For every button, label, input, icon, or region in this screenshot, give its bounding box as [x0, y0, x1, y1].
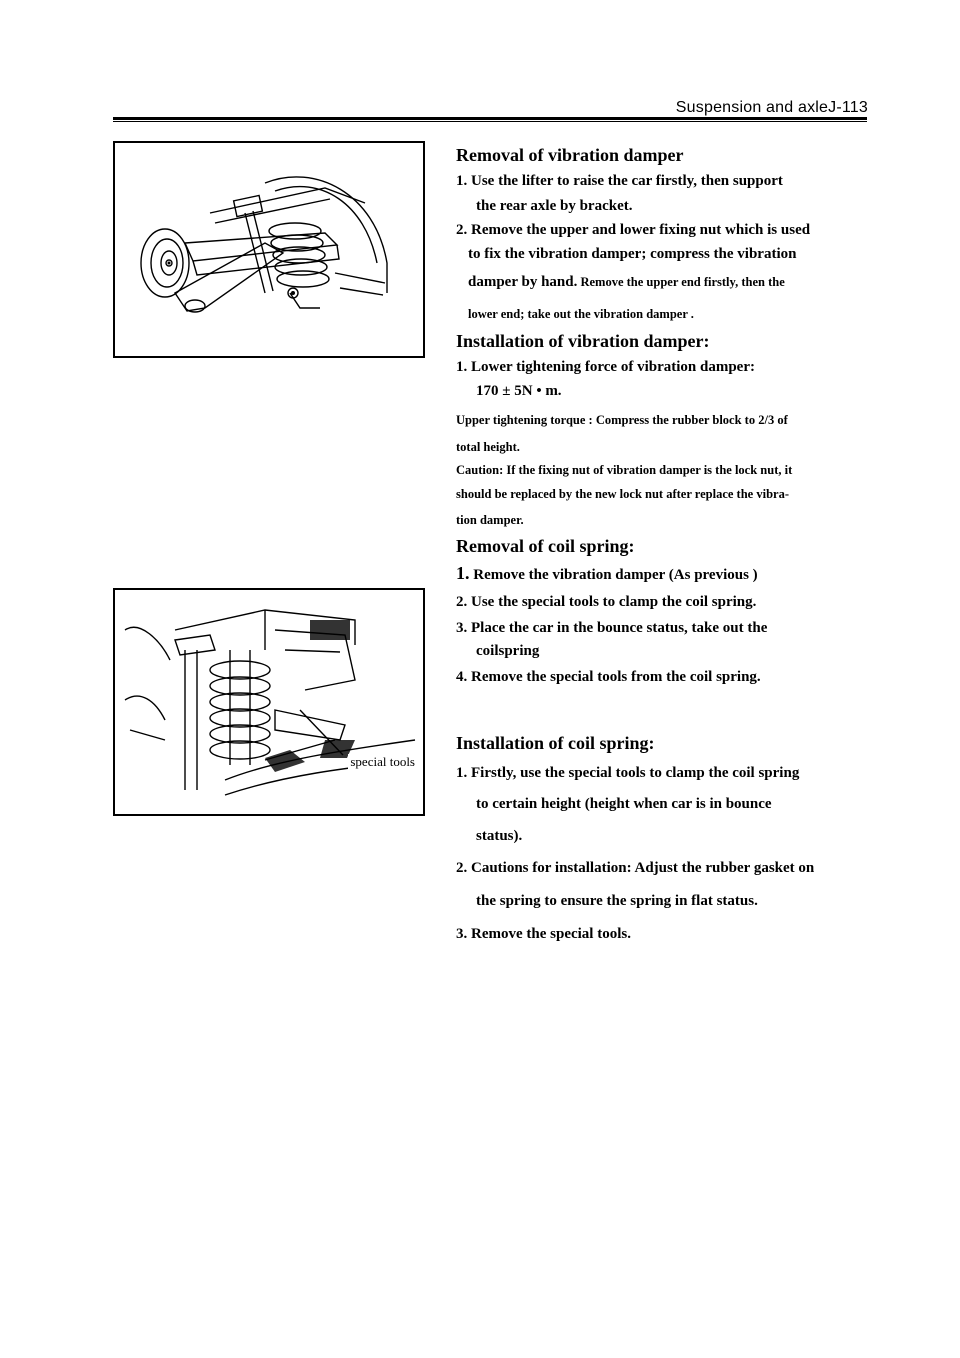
removal-damper-step1b: the rear axle by bracket. — [476, 198, 633, 214]
heading-install-spring: Installation of coil spring: — [456, 733, 655, 753]
install-damper-upper-b: total height. — [456, 440, 520, 454]
removal-damper-step2b: to fix the vibration damper; compress the vibration — [468, 246, 797, 262]
install-spring-step1c: status). — [476, 828, 523, 844]
coil-spring-illustration — [115, 590, 423, 814]
removal-spring-step3b: coilspring — [476, 643, 540, 659]
removal-damper-step1a: 1. Use the lifter to raise the car firstly, then support — [456, 173, 783, 189]
rear-axle-illustration — [115, 143, 423, 356]
removal-damper-step2d: lower end; take out the vibration damper . — [468, 307, 694, 321]
heading-install-damper: Installation of vibration damper: — [456, 331, 710, 351]
removal-spring-step1-num: 1. — [456, 563, 470, 583]
install-damper-step1a: 1. Lower tightening force of vibration damper: — [456, 359, 755, 375]
figure-rear-axle-damper — [113, 141, 425, 358]
install-spring-step3: 3. Remove the special tools. — [456, 926, 631, 942]
install-damper-caution-a: Caution: If the fixing nut of vibration damper is the lock nut, it — [456, 463, 793, 477]
removal-spring-step4: 4. Remove the special tools from the coil spring. — [456, 669, 761, 685]
heading-removal-spring: Removal of coil spring: — [456, 536, 635, 556]
removal-spring-step3a: 3. Place the car in the bounce status, take out the — [456, 620, 768, 636]
removal-damper-step2a: 2. Remove the upper and lower fixing nut which is used — [456, 222, 811, 238]
removal-spring-step2: 2. Use the special tools to clamp the coil spring. — [456, 594, 757, 610]
removal-damper-step2c-main: damper by hand. — [468, 274, 578, 290]
install-spring-step1a: 1. Firstly, use the special tools to clamp the coil spring — [456, 765, 800, 781]
heading-removal-damper: Removal of vibration damper — [456, 145, 684, 165]
figure-callout-special-tools: special tools — [350, 754, 415, 769]
header-rule — [113, 117, 867, 122]
install-damper-caution-c: tion damper. — [456, 513, 524, 527]
removal-spring-step1 — [456, 563, 758, 584]
install-damper-upper-a: Upper tightening torque : Compress the rubber block to 2/3 of — [456, 413, 788, 427]
install-damper-step1b: 170 ± 5N • m. — [476, 383, 562, 399]
removal-damper-step2c-small: Remove the upper end firstly, then the — [577, 275, 785, 289]
install-spring-step1b: to certain height (height when car is in bounce — [476, 796, 772, 812]
install-spring-step2b: the spring to ensure the spring in flat status. — [476, 893, 758, 909]
page-header-title: Suspension and axleJ-113 — [675, 99, 868, 116]
install-spring-step2a: 2. Cautions for installation: Adjust the rubber gasket on — [456, 860, 815, 876]
removal-damper-step2c — [468, 274, 785, 291]
removal-spring-step1-text: Remove the vibration damper (As previous ) — [469, 567, 758, 583]
install-damper-caution-b: should be replaced by the new lock nut after replace the vibra- — [456, 487, 789, 501]
figure-coil-spring-tools — [113, 588, 425, 816]
